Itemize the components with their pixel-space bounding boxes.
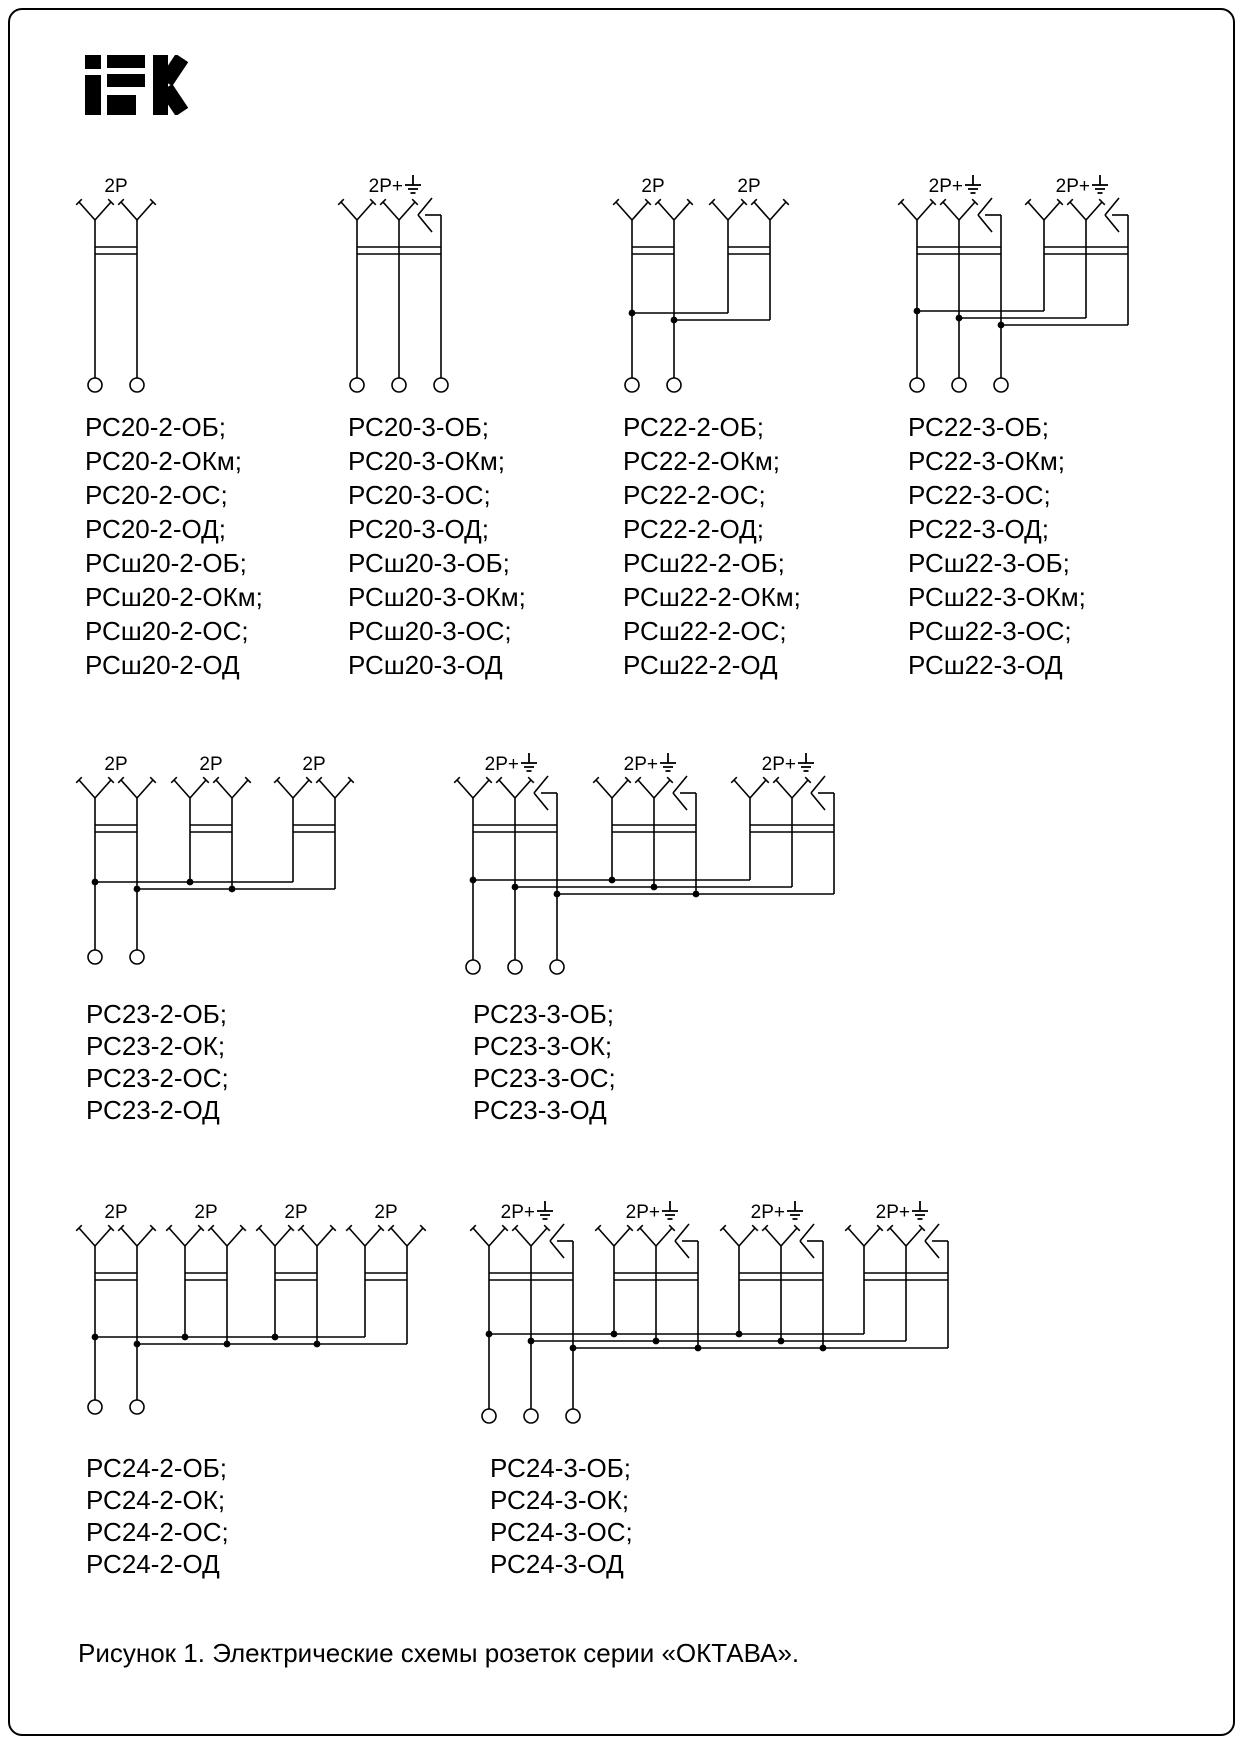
model-code: РС22-3-ОС;	[908, 480, 1051, 510]
model-code: РС22-2-ОС;	[623, 480, 766, 510]
model-code: РС22-2-ОКм;	[623, 446, 780, 476]
model-code: РС22-3-ОД;	[908, 514, 1050, 544]
model-code: РС20-3-ОКм;	[348, 446, 505, 476]
model-list-4	[908, 410, 1086, 682]
model-code: РС20-2-ОД;	[85, 514, 227, 544]
model-code: РСш22-3-ОС;	[908, 616, 1072, 646]
model-code: РСш20-2-ОКм;	[85, 582, 263, 612]
socket-type-label: 2P+	[875, 1202, 910, 1223]
model-code: РС22-2-ОД;	[623, 514, 765, 544]
model-code: РС24-3-ОБ;	[490, 1453, 632, 1483]
model-list-2	[348, 410, 526, 682]
model-code: РСш22-3-ОКм;	[908, 582, 1086, 612]
wiring-diagram-3	[613, 176, 789, 392]
model-code: РСш22-2-ОД	[623, 650, 778, 680]
model-code: РС24-2-ОД	[86, 1549, 220, 1579]
model-code: РС22-3-ОКм;	[908, 446, 1065, 476]
model-code: РС24-2-ОБ;	[86, 1453, 228, 1483]
socket-type-label: 2P	[104, 1202, 128, 1223]
wiring-diagram-6	[454, 753, 834, 974]
model-code: РС23-2-ОС;	[86, 1063, 229, 1093]
socket-type-label: 2P+	[368, 176, 403, 197]
socket-type-label: 2P+	[928, 176, 963, 197]
model-code: РС20-3-ОБ;	[348, 412, 490, 442]
model-code: РС23-3-ОК;	[473, 1031, 613, 1061]
socket-type-label: 2P	[104, 176, 128, 197]
socket-type-label: 2P+	[761, 754, 796, 775]
socket-type-label: 2P	[104, 754, 128, 775]
model-code: РС24-2-ОС;	[86, 1517, 229, 1547]
model-code: РС20-2-ОБ;	[85, 412, 227, 442]
model-code: РС23-3-ОБ;	[473, 999, 615, 1029]
model-list-8	[490, 1452, 633, 1580]
wiring-diagram-8	[470, 1201, 948, 1423]
socket-type-label: 2P+	[625, 1202, 660, 1223]
model-list-7	[86, 1452, 229, 1580]
socket-type-label: 2P	[374, 1202, 398, 1223]
model-code: РС22-3-ОБ;	[908, 412, 1050, 442]
model-code: РС20-3-ОС;	[348, 480, 491, 510]
model-code: РС24-3-ОС;	[490, 1517, 633, 1547]
model-code: РС23-3-ОС;	[473, 1063, 616, 1093]
model-code: РСш20-2-ОБ;	[85, 548, 247, 578]
wiring-diagram-5	[76, 754, 354, 964]
model-code: РСш20-2-ОД	[85, 650, 240, 680]
socket-type-label: 2P	[199, 754, 223, 775]
model-list-1	[85, 410, 263, 682]
model-code: РС23-3-ОД	[473, 1095, 607, 1125]
model-code: РС20-3-ОД;	[348, 514, 490, 544]
model-code: РСш20-3-ОБ;	[348, 548, 510, 578]
socket-type-label: 2P	[302, 754, 326, 775]
model-code: РС24-2-ОК;	[86, 1485, 226, 1515]
model-code: РСш20-3-ОКм;	[348, 582, 526, 612]
socket-type-label: 2P	[284, 1202, 308, 1223]
socket-type-label: 2P+	[500, 1202, 535, 1223]
model-code: РСш22-2-ОБ;	[623, 548, 785, 578]
wiring-diagram-2	[338, 175, 448, 392]
wiring-diagram-1	[76, 176, 156, 392]
socket-type-label: 2P	[641, 176, 665, 197]
model-code: РС20-2-ОКм;	[85, 446, 242, 476]
model-code: РСш20-3-ОД	[348, 650, 503, 680]
wiring-diagram-4	[898, 175, 1128, 392]
model-code: РС23-2-ОБ;	[86, 999, 228, 1029]
model-code: РС24-3-ОК;	[490, 1485, 630, 1515]
socket-type-label: 2P	[194, 1202, 218, 1223]
model-code: РС20-2-ОС;	[85, 480, 228, 510]
socket-type-label: 2P+	[1055, 176, 1090, 197]
model-code: РСш20-3-ОС;	[348, 616, 512, 646]
model-code: РС23-2-ОД	[86, 1095, 220, 1125]
socket-type-label: 2P	[737, 176, 761, 197]
wiring-diagram-7	[76, 1202, 426, 1414]
model-code: РСш20-2-ОС;	[85, 616, 249, 646]
figure-caption: Рисунок 1. Электрические схемы розеток серии «ОКТАВА».	[78, 1638, 800, 1668]
model-code: РСш22-3-ОБ;	[908, 548, 1070, 578]
model-list-3	[623, 410, 801, 682]
model-list-5	[86, 998, 229, 1126]
model-code: РС22-2-ОБ;	[623, 412, 765, 442]
model-list-6	[473, 998, 616, 1126]
model-code: РС23-2-ОК;	[86, 1031, 226, 1061]
socket-type-label: 2P+	[484, 754, 519, 775]
socket-type-label: 2P+	[623, 754, 658, 775]
model-code: РСш22-2-ОКм;	[623, 582, 801, 612]
model-code: РС24-3-ОД	[490, 1549, 624, 1579]
socket-type-label: 2P+	[750, 1202, 785, 1223]
model-code: РСш22-2-ОС;	[623, 616, 787, 646]
model-code: РСш22-3-ОД	[908, 650, 1063, 680]
